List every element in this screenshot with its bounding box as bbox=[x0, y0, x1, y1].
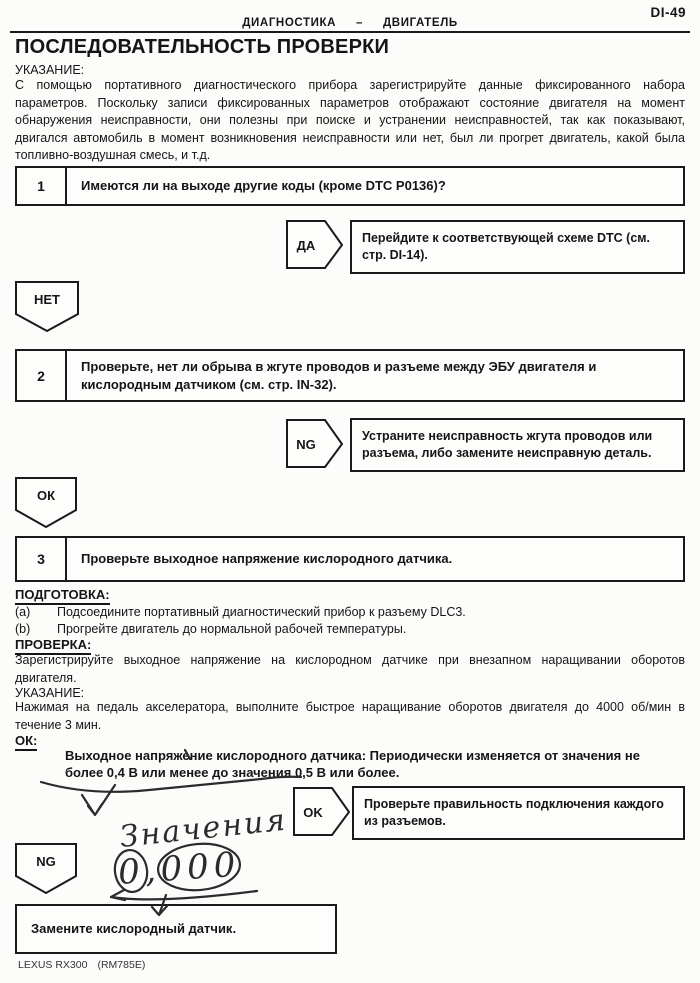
connector-ok bbox=[15, 477, 77, 529]
pen-circle-last-digits bbox=[156, 841, 242, 894]
running-header bbox=[0, 17, 700, 29]
hint-text: С помощью портативного диагностического прибора зарегистрируйте данные фиксированного набора параметров. Поскольку записи фиксированных параметров отображают состояние двигателя на момент обнаружения неисправности, они полезны при поиске и устранении неисправностей, так как показывают, двигался автомобиль в момент возникновения неисправности или нет, был ли прогрет двигатель, какой была топливно-воздушная смесь, и т.д. bbox=[15, 78, 685, 162]
connector-net-label: НЕТ bbox=[34, 292, 60, 307]
step-2-number: 2 bbox=[17, 351, 67, 400]
branch-ng-tag bbox=[286, 419, 344, 469]
prep-item-b-text: Прогрейте двигатель до нормальной рабочей температуры. bbox=[57, 622, 407, 636]
ok-spec-text: Выходное напряжение кислородного датчика: Периодически изменяется от значения не более 0,4 В или менее до значения 0,5 В или более. bbox=[65, 748, 640, 780]
check-label: ПРОВЕРКА: bbox=[15, 637, 91, 652]
branch-yes-tag-label: ДА bbox=[296, 238, 316, 253]
check-text: Зарегистрируйте выходное напряжение на кислородном датчике при внезапном наращивании оборотов двигателя. bbox=[15, 653, 685, 685]
branch-ok-result: Проверьте правильность подключения каждого из разъемов. bbox=[352, 786, 685, 840]
hint-label: УКАЗАНИЕ: bbox=[15, 63, 85, 77]
prep-item-b-marker: (b) bbox=[15, 622, 31, 636]
pen-circle-first-digit bbox=[112, 848, 150, 894]
step-1-box bbox=[15, 166, 685, 206]
footer-code: (RM785E) bbox=[97, 959, 146, 971]
prep-item-a-text: Подсоедините портативный диагностический прибор к разъему DLC3. bbox=[57, 605, 466, 619]
footer bbox=[18, 959, 155, 971]
header-subsection: ДВИГАТЕЛЬ bbox=[383, 17, 458, 29]
ok-spec-label: ОК: bbox=[15, 733, 37, 748]
pen-arrow-down bbox=[82, 785, 115, 815]
step-2-box bbox=[15, 349, 685, 402]
branch-ok-tag-label: OK bbox=[303, 805, 323, 820]
connector-ng-label: NG bbox=[36, 854, 56, 869]
connector-ok-label: ОК bbox=[36, 488, 56, 503]
connector-ng bbox=[15, 843, 77, 895]
page-number: DI-49 bbox=[650, 5, 686, 20]
hint2-label: УКАЗАНИЕ: bbox=[15, 686, 85, 700]
prep-item-a-marker: (a) bbox=[15, 605, 31, 619]
branch-yes-result: Перейдите к соответствующей схеме DTC (см. стр. DI-14). bbox=[350, 220, 685, 274]
page-title: ПОСЛЕДОВАТЕЛЬНОСТЬ ПРОВЕРКИ bbox=[15, 36, 390, 58]
branch-yes-tag bbox=[286, 220, 344, 270]
branch-ng-result: Устраните неисправность жгута проводов или разъема, либо замените неисправную деталь. bbox=[350, 418, 685, 472]
pen-underline-value bbox=[111, 890, 257, 900]
step-2-text: Проверьте, нет ли обрыва в жгуте проводов и разъеме между ЭБУ двигателя и кислородным датчиком (см. стр. IN-32). bbox=[81, 359, 597, 392]
step-1-text: Имеются ли на выходе другие коды (кроме DTC P0136)? bbox=[81, 178, 446, 194]
final-action-box: Замените кислородный датчик. bbox=[15, 904, 337, 954]
preparation-label: ПОДГОТОВКА: bbox=[15, 587, 110, 602]
step-1-number: 1 bbox=[17, 168, 67, 204]
header-rule bbox=[10, 31, 690, 33]
header-section: ДИАГНОСТИКА bbox=[242, 17, 337, 29]
handwriting-word: Значения bbox=[118, 802, 289, 855]
step-3-box bbox=[15, 536, 685, 582]
connector-net bbox=[15, 281, 79, 333]
step-3-text: Проверьте выходное напряжение кислородного датчика. bbox=[81, 551, 453, 567]
step-3-number: 3 bbox=[17, 538, 67, 580]
branch-ok-tag bbox=[293, 787, 351, 837]
hint2-text: Нажимая на педаль акселератора, выполните быстрое наращивание оборотов двигателя до 4000 об/мин в течение 3 мин. bbox=[15, 700, 685, 732]
branch-ng-tag-label: NG bbox=[296, 437, 316, 452]
header-separator: – bbox=[356, 17, 364, 29]
footer-model: LEXUS RX300 bbox=[18, 959, 88, 971]
handwriting-value: 0,000 bbox=[116, 844, 242, 893]
